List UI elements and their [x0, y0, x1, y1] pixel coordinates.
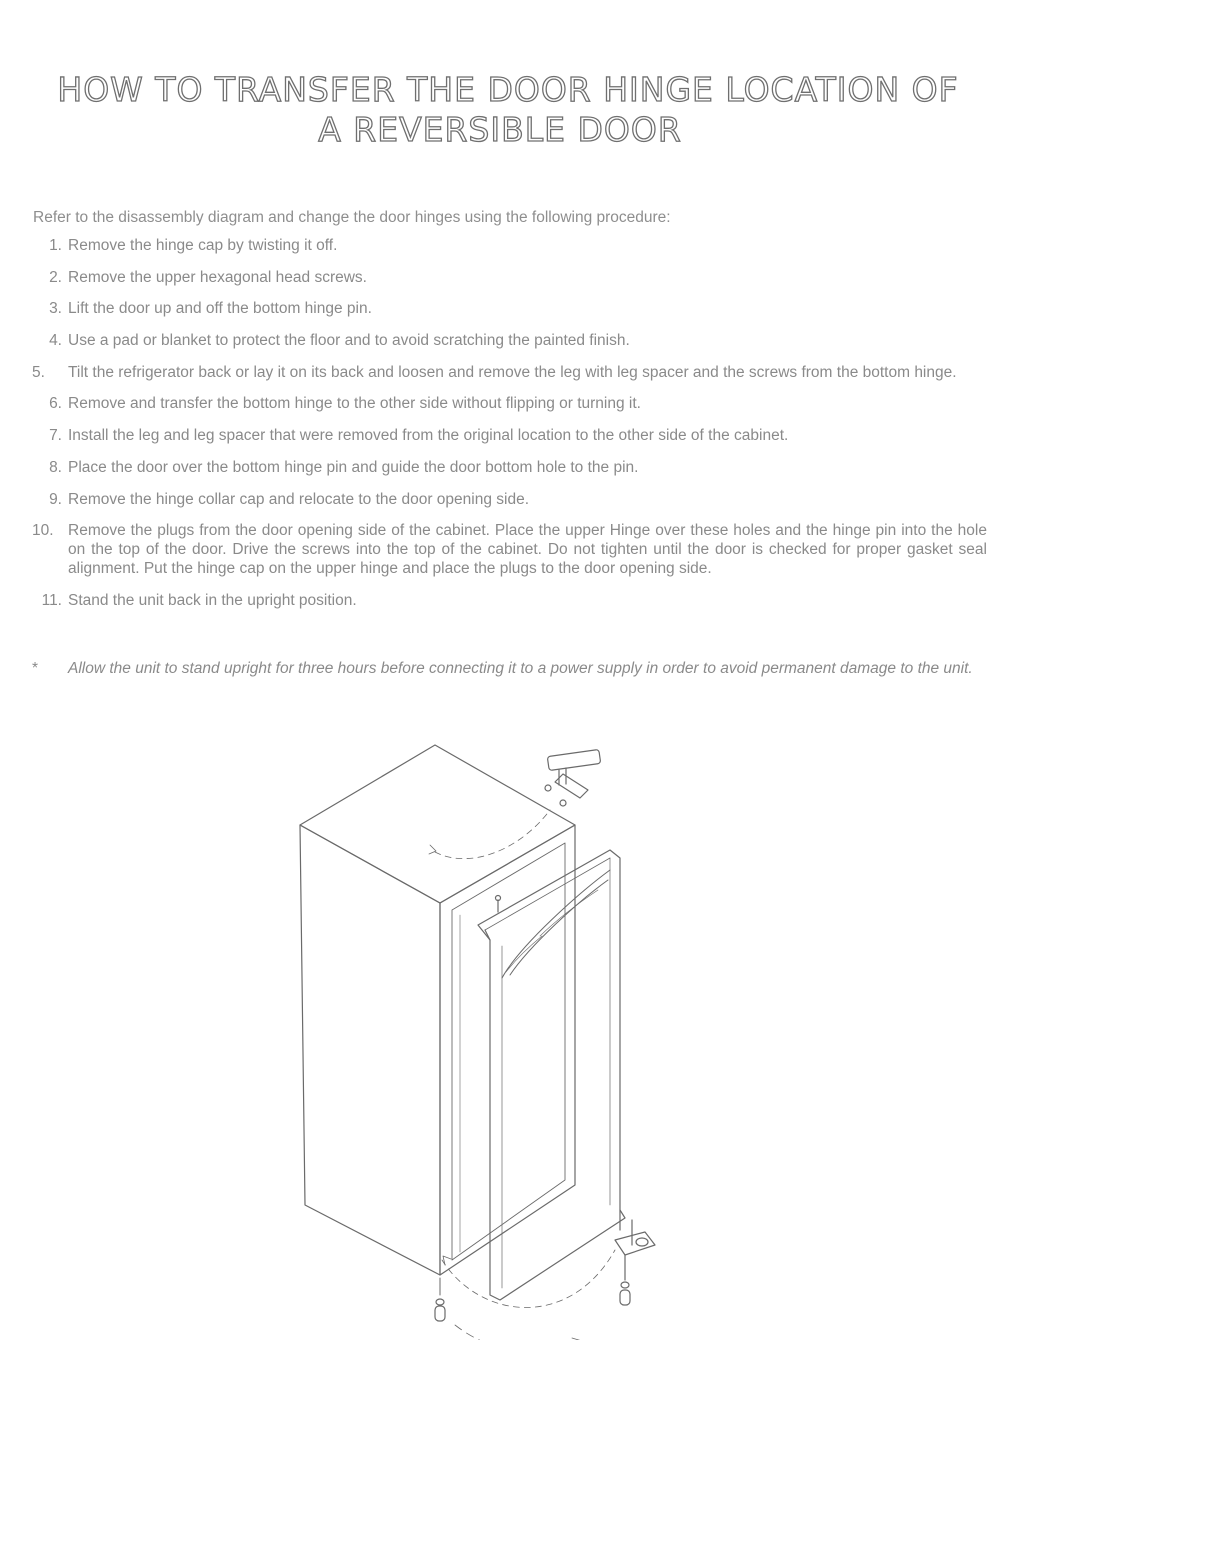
step-item — [32, 331, 987, 350]
step-item — [32, 490, 987, 509]
step-text: Remove the hinge cap by twisting it off. — [68, 237, 338, 254]
step-number: 3. — [49, 300, 62, 318]
step-text: Place the door over the bottom hinge pin and guide the door bottom hole to the pin. — [68, 458, 639, 476]
step-text: Install the leg and leg spacer that were removed from the original location to the other side of the cabinet. — [68, 427, 789, 445]
step-text: Tilt the refrigerator back or lay it on its back and loosen and remove the leg with leg spacer and the screws from the bottom hinge. — [68, 363, 957, 381]
step-text: Remove the upper hexagonal head screws. — [68, 268, 367, 286]
procedure-steps — [32, 236, 987, 623]
step-number: 11. — [41, 591, 62, 609]
step-text: Remove the hinge collar cap and relocate to the door opening side. — [68, 490, 529, 508]
step-number: 4. — [49, 332, 62, 350]
step-number: 5. — [32, 363, 45, 381]
step-number: 9. — [49, 490, 62, 508]
step-text: Remove and transfer the bottom hinge to the other side without flipping or turning it. — [68, 395, 641, 413]
step-item — [32, 268, 987, 287]
step-number: 7. — [49, 427, 62, 445]
step-text: Remove the plugs from the door opening side of the cabinet. Place the upper Hinge over these holes and the hinge pin into the hole on the top of the door. Drive the screws into the top of the cabinet. Do not tighten until the door is checked for proper gasket seal alignment. Put the hinge cap on the upper hinge and place the plugs to the door opening side. — [68, 522, 987, 578]
page-title-line-2: A REVERSIBLE DOOR — [318, 110, 682, 149]
note-marker: * — [32, 660, 39, 677]
step-item — [32, 426, 987, 445]
page-title-line-1: HOW TO TRANSFER THE DOOR HINGE LOCATION OF — [57, 70, 959, 109]
step-number: 2. — [49, 268, 62, 286]
step-text: Use a pad or blanket to protect the floor and to avoid scratching the painted finish. — [68, 332, 630, 350]
step-item — [32, 363, 987, 382]
step-item — [32, 521, 987, 578]
step-item — [32, 458, 987, 477]
step-number: 6. — [49, 395, 62, 413]
step-text: Lift the door up and off the bottom hinge pin. — [68, 300, 372, 318]
step-text: Stand the unit back in the upright position. — [68, 591, 357, 609]
intro-text: Refer to the disassembly diagram and change the door hinges using the following procedure: — [33, 209, 671, 226]
refrigerator-disassembly-diagram-icon — [280, 740, 700, 1340]
step-number: 10. — [32, 522, 54, 540]
step-item — [32, 236, 987, 255]
step-number: 8. — [49, 458, 62, 476]
step-number: 1. — [49, 237, 62, 254]
warning-note — [32, 659, 987, 678]
step-item — [32, 394, 987, 413]
step-item — [32, 591, 987, 610]
note-text: Allow the unit to stand upright for three hours before connecting it to a power supply in order to avoid permanent damage to the unit. — [68, 660, 973, 677]
step-item — [32, 299, 987, 318]
